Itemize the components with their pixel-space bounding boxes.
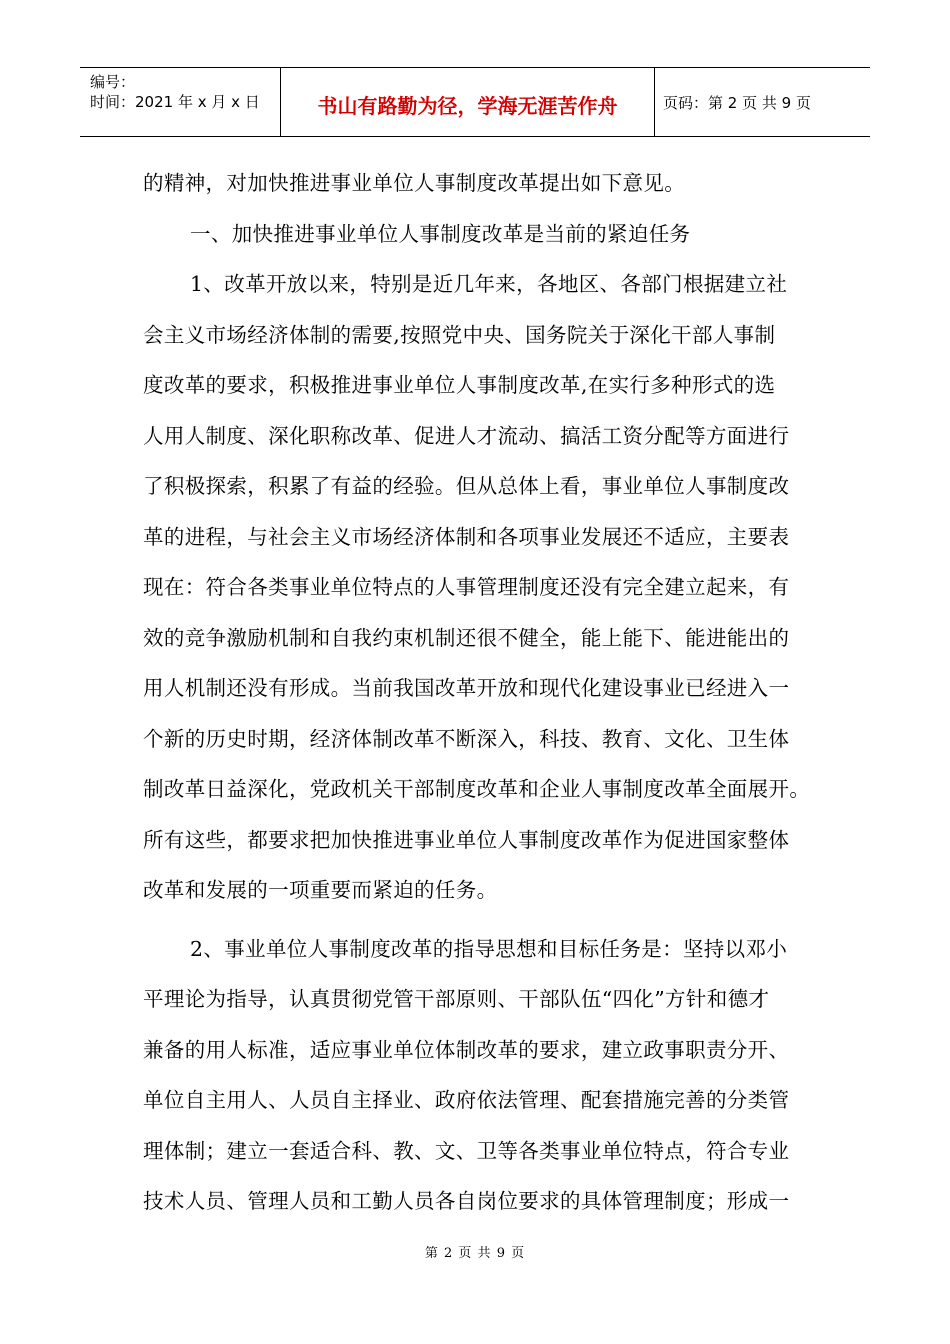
document-body	[143, 168, 843, 1237]
document-number-label: 编号：	[90, 73, 136, 91]
body-line: 用人机制还没有形成。当前我国改革开放和现代化建设事业已经进入一	[143, 676, 790, 700]
body-line: 效的竞争激励机制和自我约束机制还很不健全，能上能下、能进能出的	[143, 625, 790, 650]
document-header	[80, 67, 870, 137]
header-motto: 书山有路勤为径，学海无涯苦作舟	[281, 68, 655, 136]
body-line: 会主义市场经济体制的需要,按照党中央、国务院关于深化干部人事制	[143, 322, 776, 347]
header-page-code: 页码：第 2 页 共 9 页	[663, 93, 811, 112]
header-meta	[80, 68, 281, 136]
body-line: 了积极探索，积累了有益的经验。但从总体上看，事业单位人事制度改	[143, 474, 790, 498]
body-line: 个新的历史时期，经济体制改革不断深入，科技、教育、文化、卫生体	[143, 726, 790, 751]
body-line: 1、改革开放以来，特别是近几年来，各地区、各部门根据建立社	[190, 272, 788, 296]
body-line: 理体制；建立一套适合科、教、文、卫等各类事业单位特点，符合专业	[143, 1138, 790, 1163]
body-line: 改革和发展的一项重要而紧迫的任务。	[143, 878, 498, 902]
body-line: 兼备的用人标准，适应事业单位体制改革的要求，建立政事职责分开、	[143, 1037, 790, 1062]
body-line: 单位自主用人、人员自主择业、政府依法管理、配套措施完善的分类管	[143, 1088, 790, 1112]
body-line: 所有这些，都要求把加快推进事业单位人事制度改革作为促进国家整体	[143, 827, 790, 852]
body-line: 技术人员、管理人员和工勤人员各自岗位要求的具体管理制度；形成一	[143, 1189, 790, 1213]
body-line: 的精神，对加快推进事业单位人事制度改革提出如下意见。	[143, 171, 686, 195]
paragraph-spacer	[143, 926, 843, 934]
section-heading: 一、加快推进事业单位人事制度改革是当前的紧迫任务	[190, 221, 691, 246]
document-time-label: 时间：2021 年 x 月 x 日	[90, 93, 260, 111]
body-line: 制改革日益深化，党政机关干部制度改革和企业人事制度改革全面展开。	[143, 777, 811, 801]
body-line: 现在：符合各类事业单位特点的人事管理制度还没有完全建立起来，有	[143, 575, 790, 599]
body-line: 平理论为指导，认真贯彻党管干部原则、干部队伍“四化”方针和德才	[143, 987, 770, 1011]
body-line: 革的进程，与社会主义市场经济体制和各项事业发展还不适应，主要表	[143, 524, 790, 549]
body-line: 度改革的要求，积极推进事业单位人事制度改革,在实行多种形式的选	[143, 373, 776, 397]
body-line: 2、事业单位人事制度改革的指导思想和目标任务是：坚持以邓小	[190, 936, 788, 961]
body-line: 人用人制度、深化职称改革、促进人才流动、搞活工资分配等方面进行	[143, 423, 790, 448]
page-footer: 第 2 页 共 9 页	[424, 1246, 526, 1261]
